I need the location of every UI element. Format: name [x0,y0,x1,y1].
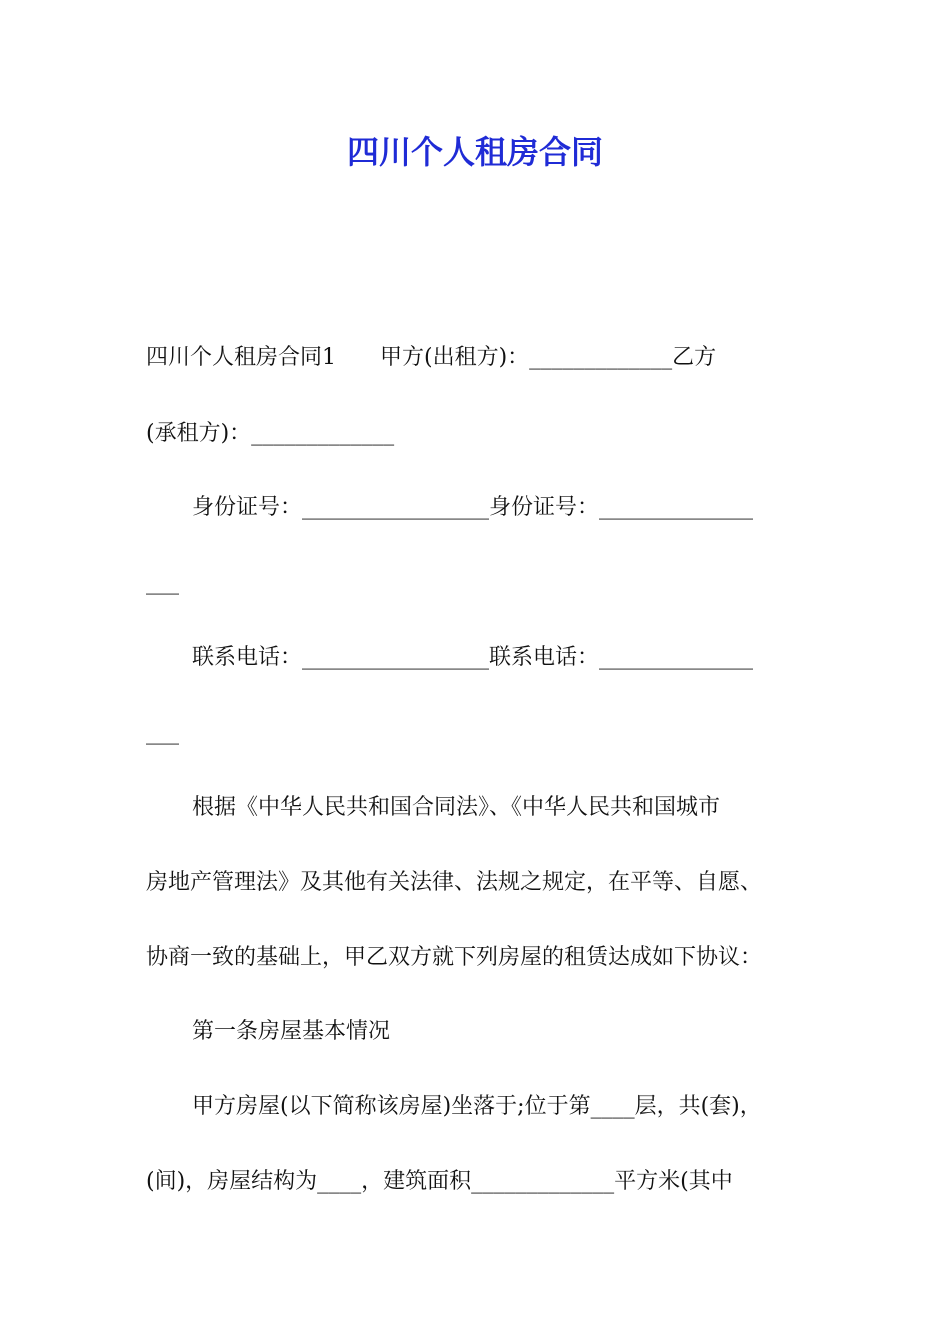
section-heading: 第一条房屋基本情况 [192,1019,391,1044]
body-line-11: 甲方房屋(以下简称该房屋)坐落于;位于第____层，共(套)， [192,1094,762,1119]
document-title: 四川个人租房合同 [346,133,603,171]
body-line-2: (承租方)：_____________ [146,421,395,446]
body-line-1: 四川个人租房合同1 甲方(出租方)：_____________乙方 [146,345,717,370]
body-line-12: (间)，房屋结构为____，建筑面积_____________平方米(其中 [146,1169,733,1194]
body-line-9: 协商一致的基础上，甲乙双方就下列房屋的租赁达成如下协议： [146,945,763,970]
body-line-4: ___ [146,570,179,595]
body-line-6: ___ [146,720,179,745]
body-line-7: 根据《中华人民共和国合同法》、《中华人民共和国城市 [192,795,721,820]
body-line-5: 联系电话：_________________联系电话：______________ [192,645,754,670]
body-line-8: 房地产管理法》及其他有关法律、法规之规定，在平等、自愿、 [146,870,763,895]
body-line-3: 身份证号：_________________身份证号：______________ [192,495,754,520]
